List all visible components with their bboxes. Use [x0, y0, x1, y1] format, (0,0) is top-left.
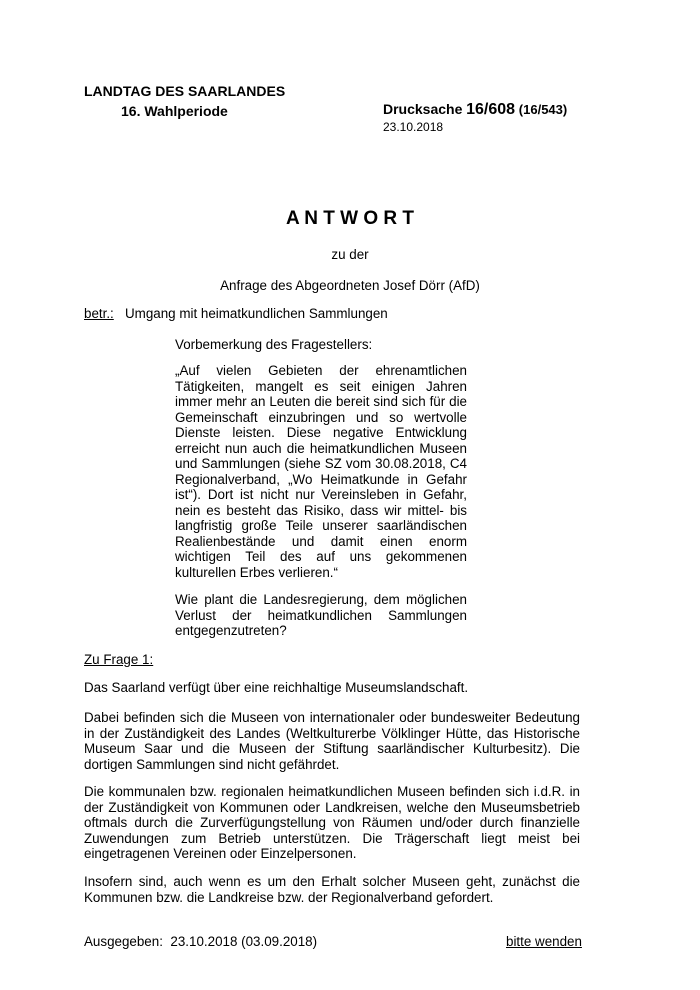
answer-paragraph: Dabei befinden sich die Museen von internationaler oder bundesweiter Bedeutung in der Zuständigkeit des Landes (Weltkulturerbe Völklinger Hütte, das Historische Museum Saar und die Museen der Stiftung saarländischer Kulturbesitz). Die dortigen Sammlungen sind nicht gefährdet. [84, 710, 580, 772]
subject-text: Umgang mit heimatkundlichen Sammlungen [125, 306, 388, 321]
subtitle: zu der [331, 247, 369, 262]
preface-question: Wie plant die Landesregierung, dem möglichen Verlust der heimatkundlichen Sammlungen entgegenzutreten? [175, 592, 467, 638]
preface-quote: „Auf vielen Gebieten der ehrenamtlichen Tätigkeiten, mangelt es seit einigen Jahren immer mehr an Leuten die bereit sind sich für die Gemeinschaft einzubringen und so wertvolle Dienste leisten. Diese negative Entwicklung erreicht nun auch die heimatkundlichen Museen und Sammlungen (siehe SZ vom 30.08.2018, C4 Regionalverband, „Wo Heimatkunde in Gefahr ist“). Dort ist nicht nur Vereinsleben in Gefahr, nein es besteht das Risiko, dass wir mittel- bis langfristig große Teile unserer saarländischen Realienbestände und damit einen enorm wichtigen Teil des auf uns gekommenen kulturellen Erbes verlieren.“ [175, 363, 467, 580]
document-number: 16/608 [466, 101, 516, 118]
continue-note: bitte wenden [506, 934, 582, 949]
answer-paragraph: Die kommunalen bzw. regionalen heimatkundlichen Museen befinden sich i.d.R. in der Zuständigkeit von Kommunen oder Landkreisen, welche den Museumsbetrieb oftmals durch die Zurverfügungstellung von Räumen und/oder durch finanzielle Zuwendungen zum Betrieb unterstützen. Die Trägerschaft liegt meist bei eingetragenen Vereinen oder Einzelpersonen. [84, 784, 580, 861]
document-prior-reference: (16/543) [518, 102, 568, 117]
preface-heading: Vorbemerkung des Fragestellers: [175, 337, 373, 352]
issued-label: Ausgegeben: [84, 934, 163, 949]
document-label: Drucksache [383, 101, 463, 117]
page-title: A N T W O R T [285, 208, 415, 229]
subject-label: betr.: [84, 306, 114, 321]
issued-date: 23.10.2018 (03.09.2018) [170, 934, 318, 949]
document-reference [383, 102, 567, 118]
answer-paragraph: Das Saarland verfügt über eine reichhaltige Museumslandschaft. [84, 680, 469, 695]
legislative-period: 16. Wahlperiode [121, 103, 228, 119]
answer-heading: Zu Frage 1: [84, 652, 154, 667]
issued-line [84, 934, 317, 950]
parliament-name: LANDTAG DES SAARLANDES [84, 83, 286, 99]
inquiry-line: Anfrage des Abgeordneten Josef Dörr (AfD) [220, 278, 480, 293]
answer-paragraph: Insofern sind, auch wenn es um den Erhalt solcher Museen geht, zunächst die Kommunen bzw. die Landkreise bzw. der Regionalverband gefordert. [84, 874, 580, 905]
document-date: 23.10.2018 [383, 120, 444, 134]
